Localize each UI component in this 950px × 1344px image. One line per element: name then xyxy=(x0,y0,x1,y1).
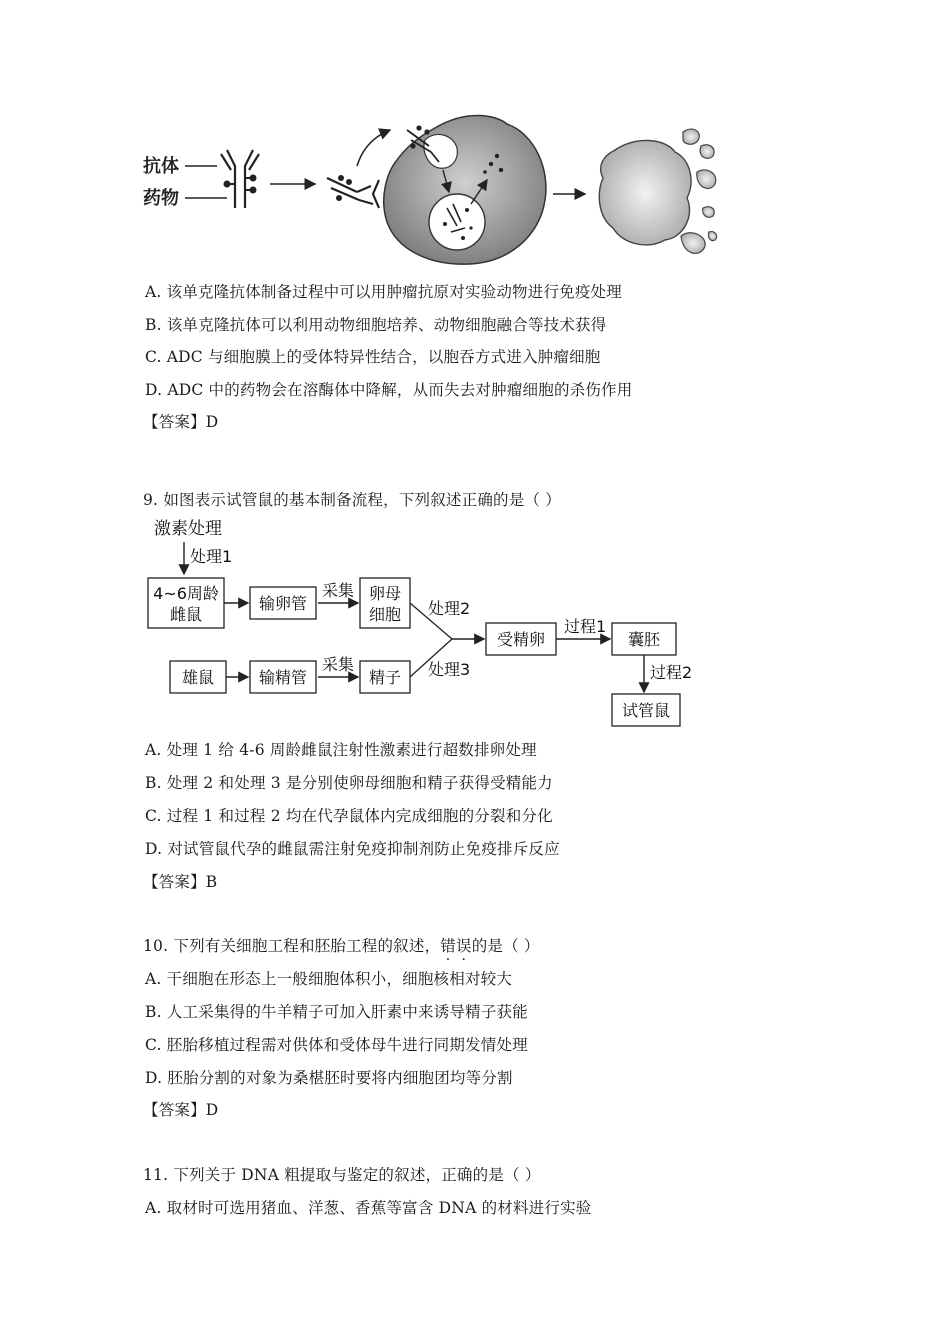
q9-option-a: A. 处理 1 给 4-6 周龄雌鼠注射性激素进行超数排卵处理 xyxy=(145,741,537,759)
q8-option-c: C. ADC 与细胞膜上的受体特异性结合，以胞吞方式进入肿瘤细胞 xyxy=(145,348,601,366)
flow-male: 雄鼠 xyxy=(181,668,215,687)
q11-stem: 11. 下列关于 DNA 粗提取与鉴定的叙述，正确的是（ ） xyxy=(143,1166,541,1184)
q10-stem-emphasis: 错误 xyxy=(440,937,472,955)
q11-option-a: A. 取材时可选用猪血、洋葱、香蕉等富含 DNA 的材料进行实验 xyxy=(145,1199,592,1217)
flow-collect-top: 采集 xyxy=(322,581,355,600)
test-tube-mouse-flowchart xyxy=(140,512,710,732)
q10-answer: 【答案】D xyxy=(143,1101,219,1119)
label-drug: 药物 xyxy=(143,188,179,209)
flow-oocyte-line2: 细胞 xyxy=(368,605,402,624)
q9-option-d: D. 对试管鼠代孕的雌鼠需注射免疫抑制剂防止免疫排斥反应 xyxy=(145,840,560,858)
adc-binding-icon xyxy=(327,178,379,208)
flow-treat2-label: 处理2 xyxy=(428,599,471,618)
q8-option-d: D. ADC 中的药物会在溶酶体中降解，从而失去对肿瘤细胞的杀伤作用 xyxy=(145,381,633,399)
flow-female-line2: 雌鼠 xyxy=(169,605,203,624)
flow-female-line1: 4~6周龄 xyxy=(153,584,219,603)
q9-option-b: B. 处理 2 和处理 3 是分别使卵母细胞和精子获得受精能力 xyxy=(145,774,553,792)
adc-mechanism-figure xyxy=(135,100,735,270)
flow-blastocyst: 囊胚 xyxy=(627,630,661,649)
q10-stem xyxy=(143,936,540,956)
q8-option-a: A. 该单克隆抗体制备过程中可以用肿瘤抗原对实验动物进行免疫处理 xyxy=(145,283,622,301)
flow-zygote: 受精卵 xyxy=(496,630,546,649)
flow-test-tube-mouse: 试管鼠 xyxy=(621,701,671,720)
flow-sperm: 精子 xyxy=(368,668,402,687)
label-antibody: 抗体 xyxy=(143,156,179,177)
flow-vas: 输精管 xyxy=(258,668,308,687)
q10-stem-after: 的是（ ） xyxy=(471,937,540,955)
q10-option-a: A. 干细胞在形态上一般细胞体积小，细胞核相对较大 xyxy=(145,970,513,988)
flow-treat1-label: 处理1 xyxy=(190,547,233,566)
q10-option-c: C. 胚胎移植过程需对供体和受体母牛进行同期发情处理 xyxy=(145,1036,528,1054)
q10-option-b: B. 人工采集得的牛羊精子可加入肝素中来诱导精子获能 xyxy=(145,1003,528,1021)
q8-option-b: B. 该单克隆抗体可以利用动物细胞培养、动物细胞融合等技术获得 xyxy=(145,316,607,334)
flow-process2-label: 过程2 xyxy=(650,663,693,682)
q8-answer: 【答案】D xyxy=(143,413,219,431)
dead-tumor-cell xyxy=(599,140,691,244)
flow-hormone-label: 激素处理 xyxy=(154,519,222,539)
q9-stem: 9. 如图表示试管鼠的基本制备流程，下列叙述正确的是（ ） xyxy=(143,491,561,509)
q10-option-d: D. 胚胎分割的对象为桑椹胚时要将内细胞团均等分割 xyxy=(145,1069,513,1087)
q9-answer: 【答案】B xyxy=(143,873,218,891)
q9-option-c: C. 过程 1 和过程 2 均在代孕鼠体内完成细胞的分裂和分化 xyxy=(145,807,553,825)
flow-collect-bottom: 采集 xyxy=(322,655,355,674)
flow-treat3-label: 处理3 xyxy=(428,660,471,679)
flow-process1-label: 过程1 xyxy=(564,617,607,636)
flow-oocyte-line1: 卵母 xyxy=(368,584,402,603)
flow-oviduct: 输卵管 xyxy=(258,594,308,613)
q10-stem-before: 10. 下列有关细胞工程和胚胎工程的叙述， xyxy=(143,937,441,955)
lysosome xyxy=(429,194,485,250)
